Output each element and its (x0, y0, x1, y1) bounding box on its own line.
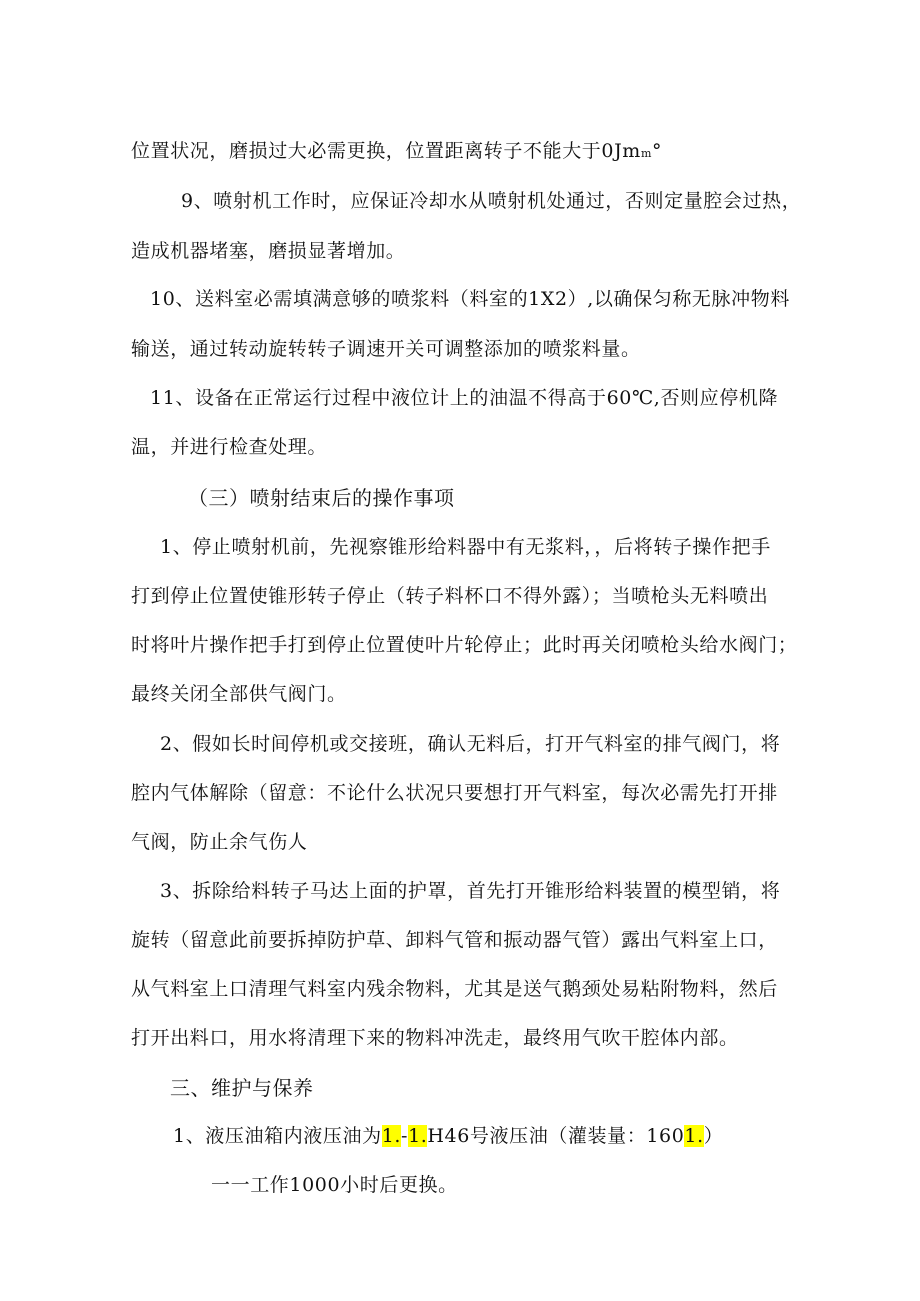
paragraph-line: 9、喷射机工作时，应保证冷却水从喷射机处通过，否则定量腔会过热， (181, 190, 802, 212)
paragraph-line: 打开出料口，用水将清理下来的物料冲洗走，最终用气吹干腔体内部。 (131, 1027, 739, 1049)
paragraph-line: 腔内气体解除（留意：不论什么状况只要想打开气料室，每次必需先打开排 (131, 782, 778, 804)
paragraph-line: 打到停止位置使锥形转子停止（转子料杯口不得外露）；当喷枪头无料喷出 (131, 585, 769, 607)
oil-spec-line: 1、液压油箱内液压油为1.-1.H46号液压油（灌装量：1601.） (173, 1125, 724, 1147)
degree-mark: ° (651, 140, 663, 162)
paragraph-line: 一一工作1000小时后更换。 (211, 1174, 458, 1196)
paragraph-line: 1、停止喷射机前，先视察锥形给料器中有无浆料，，后将转子操作把手 (160, 536, 771, 558)
paragraph-line: 气阀，防止余气伤人 (131, 831, 308, 853)
highlight-mark: 1. (381, 1125, 402, 1147)
paragraph-line: 旋转（留意此前要拆掉防护草、卸料气管和振动器气管）露出气料室上口， (131, 929, 778, 951)
paragraph-line: 3、拆除给料转子马达上面的护罩，首先打开锥形给料装置的模型销，将 (160, 880, 781, 902)
paragraph-line: 最终关闭全部供气阀门。 (131, 683, 347, 705)
highlight-mark: 1. (684, 1125, 704, 1147)
paragraph-line: 输送，通过转动旋转转子调速开关可调整添加的喷浆料量。 (131, 338, 641, 360)
chapter-heading: 三、维护与保养 (170, 1076, 314, 1100)
paragraph-line: 温，并进行检查处理。 (131, 436, 328, 458)
paragraph-line: 位置状况，磨损过大必需更换，位置距离转子不能大于0Jmm° (131, 140, 663, 162)
section-heading: （三）喷射结束后的操作事项 (188, 486, 455, 510)
paragraph-line: 11、设备在正常运行过程中液位计上的油温不得高于60℃,否则应停机降 (150, 387, 779, 409)
paragraph-line: 时将叶片操作把手打到停止位置使叶片轮停止；此时再关闭喷枪头给水阀门； (131, 634, 798, 656)
paragraph-line: 10、送料室必需填满意够的喷浆料（料室的1X2）,以确保匀称无脉冲物料 (150, 288, 790, 310)
paragraph-line: 造成机器堵塞，磨损显著增加。 (131, 240, 406, 262)
unit-subscript: m (640, 147, 652, 160)
highlight-mark: 1. (408, 1125, 428, 1147)
paragraph-line: 2、假如长时间停机或交接班，确认无料后，打开气料室的排气阀门，将 (160, 733, 781, 755)
paragraph-line: 从气料室上口清理气料室内残余物料，尤其是送气鹅颈处易粘附物料，然后 (131, 978, 778, 1000)
